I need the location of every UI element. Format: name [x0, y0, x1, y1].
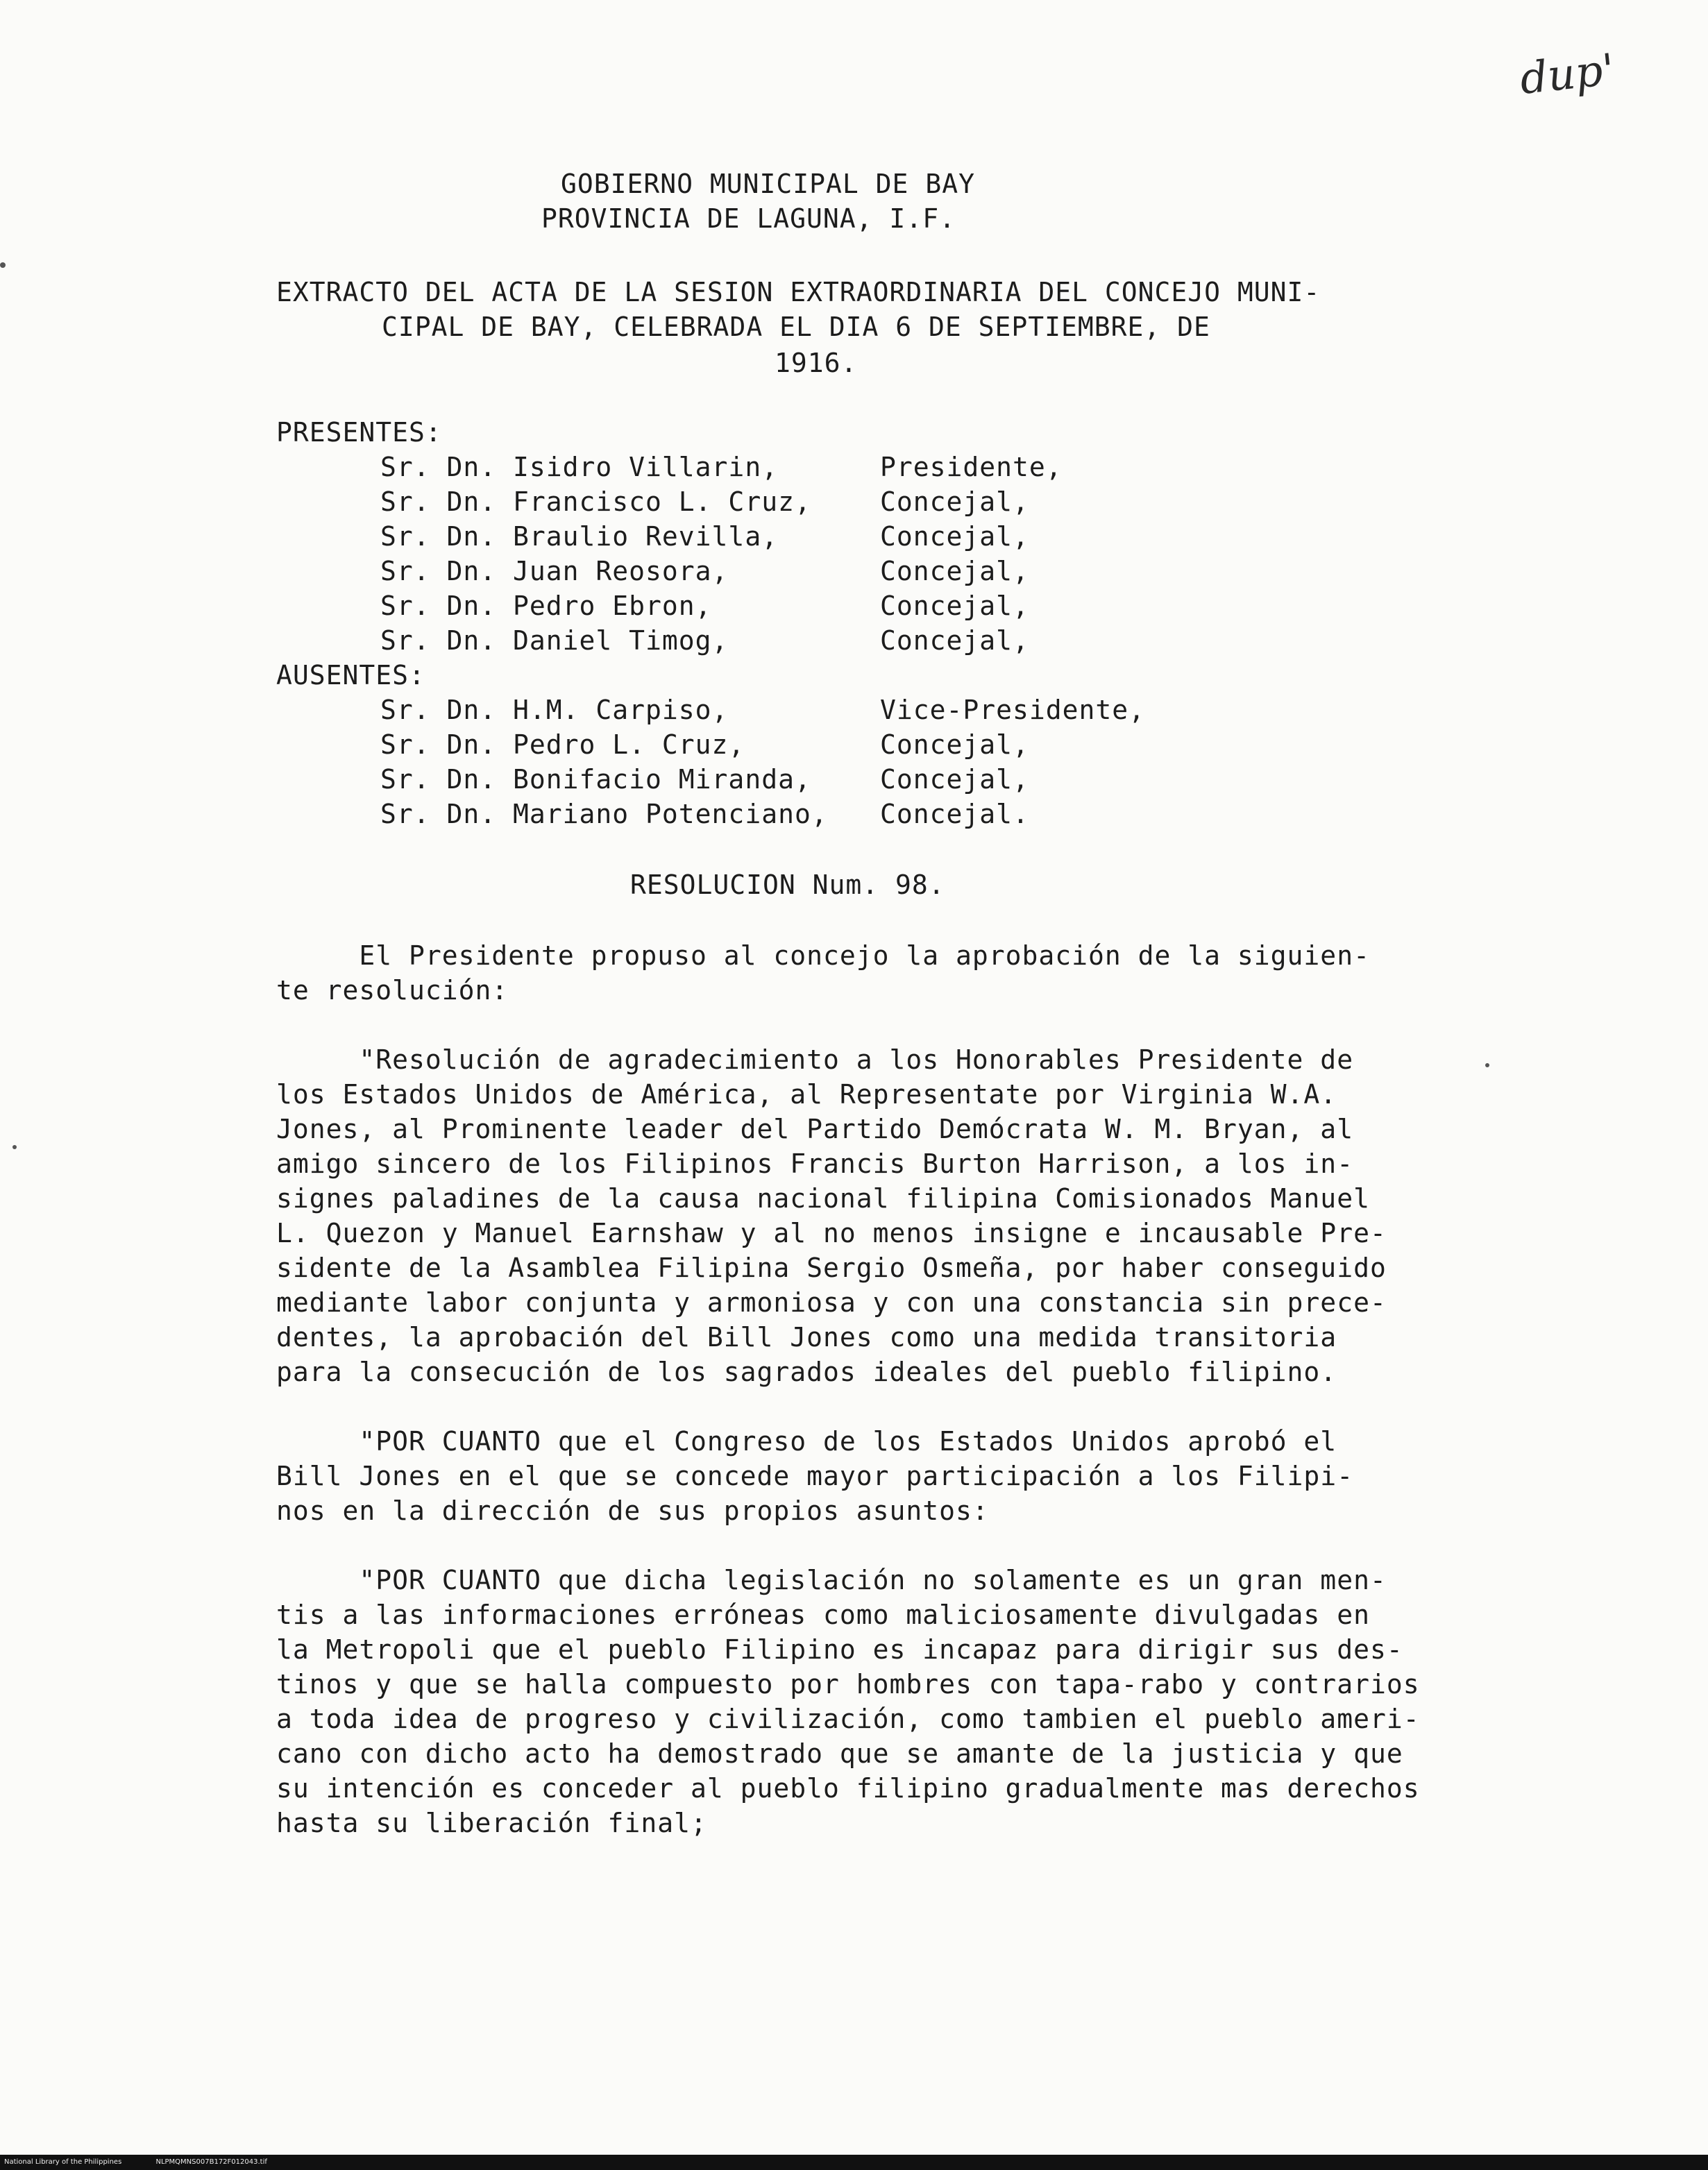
whereas-paragraph-line: a toda idea de progreso y civilización, como tambien el pueblo ameri- [276, 1704, 1420, 1734]
resolution-paragraph-line: dentes, la aprobación del Bill Jones como una medida transitoria [276, 1322, 1337, 1353]
whereas-paragraph-line: Bill Jones en el que se concede mayor participación a los Filipi- [276, 1461, 1354, 1491]
resolution-paragraph-line: signes paladines de la causa nacional filipina Comisionados Manuel [276, 1183, 1370, 1214]
resolution-paragraph-line: mediante labor conjunta y armoniosa y con una constancia sin prece- [276, 1287, 1387, 1318]
resolution-paragraph-line: para la consecución de los sagrados ideales del pueblo filipino. [276, 1357, 1337, 1387]
province-title: PROVINCIA DE LAGUNA, I.F. [541, 203, 956, 234]
scan-speck [1485, 1063, 1489, 1067]
attendee-name: Sr. Dn. Pedro Ebron, [380, 591, 712, 621]
whereas-paragraph-line: hasta su liberación final; [276, 1808, 707, 1838]
attendee-row [380, 484, 1029, 519]
presentes-heading: PRESENTES: [276, 417, 442, 448]
scan-speck [0, 262, 6, 268]
attendee-row [380, 519, 1029, 554]
extract-title-line-2: CIPAL DE BAY, CELEBRADA EL DIA 6 DE SEPTIEMBRE, DE [382, 312, 1210, 342]
absentee-row [380, 693, 1146, 727]
scan-footer [0, 2155, 1708, 2170]
whereas-paragraph-line: la Metropoli que el pueblo Filipino es incapaz para dirigir sus des- [276, 1634, 1403, 1665]
scan-filename: NLPMQMNS007B172F012043.tif [155, 2158, 267, 2166]
resolution-paragraph-line: "Resolución de agradecimiento a los Honorables Presidente de [276, 1044, 1354, 1075]
absentee-role: Concejal. [880, 799, 1029, 829]
whereas-paragraph-line: "POR CUANTO que dicha legislación no solamente es un gran men- [276, 1565, 1387, 1595]
absentee-role: Concejal, [880, 764, 1029, 795]
resolution-paragraph-line: los Estados Unidos de América, al Representate por Virginia W.A. [276, 1079, 1337, 1110]
whereas-paragraph-line: "POR CUANTO que el Congreso de los Estados Unidos aprobó el [276, 1426, 1337, 1457]
absentee-name: Sr. Dn. Mariano Potenciano, [380, 799, 828, 829]
attendee-role: Concejal, [880, 625, 1029, 656]
whereas-paragraph-line: cano con dicho acto ha demostrado que se amante de la justicia y que [276, 1738, 1403, 1769]
absentee-row [380, 797, 1029, 831]
attendee-role: Concejal, [880, 486, 1029, 517]
absentee-name: Sr. Dn. Bonifacio Miranda, [380, 764, 811, 795]
attendee-row [380, 588, 1029, 623]
scan-speck [12, 1145, 17, 1149]
attendee-row [380, 554, 1029, 588]
extract-title-line-1: EXTRACTO DEL ACTA DE LA SESION EXTRAORDINARIA DEL CONCEJO MUNI- [276, 277, 1321, 307]
intro-line: te resolución: [276, 975, 509, 1006]
whereas-paragraph-line: su intención es conceder al pueblo filipino gradualmente mas derechos [276, 1773, 1420, 1804]
absentee-name: Sr. Dn. Pedro L. Cruz, [380, 729, 745, 760]
library-credit: National Library of the Philippines [4, 2158, 122, 2166]
absentee-role: Vice-Presidente, [880, 695, 1146, 725]
resolution-paragraph-line: amigo sincero de los Filipinos Francis Burton Harrison, a los in- [276, 1148, 1354, 1179]
attendee-role: Concejal, [880, 556, 1029, 586]
attendee-name: Sr. Dn. Braulio Revilla, [380, 521, 779, 552]
handwritten-annotation: dup' [1517, 44, 1617, 104]
attendee-name: Sr. Dn. Daniel Timog, [380, 625, 729, 656]
attendee-name: Sr. Dn. Isidro Villarin, [380, 452, 779, 482]
whereas-paragraph-line: tis a las informaciones erróneas como maliciosamente divulgadas en [276, 1600, 1370, 1630]
attendee-row [380, 623, 1029, 658]
absentee-row [380, 762, 1029, 797]
resolution-paragraph-line: Jones, al Prominente leader del Partido Demócrata W. M. Bryan, al [276, 1114, 1354, 1144]
absentee-role: Concejal, [880, 729, 1029, 760]
attendee-role: Presidente, [880, 452, 1063, 482]
attendee-role: Concejal, [880, 521, 1029, 552]
municipality-title: GOBIERNO MUNICIPAL DE BAY [561, 169, 975, 199]
extract-title-line-3: 1916. [775, 348, 858, 378]
attendee-name: Sr. Dn. Francisco L. Cruz, [380, 486, 811, 517]
intro-line: El Presidente propuso al concejo la aprobación de la siguien- [276, 940, 1370, 971]
absentee-name: Sr. Dn. H.M. Carpiso, [380, 695, 729, 725]
resolution-paragraph-line: sidente de la Asamblea Filipina Sergio Osmeña, por haber conseguido [276, 1253, 1387, 1283]
ausentes-heading: AUSENTES: [276, 660, 425, 690]
attendee-role: Concejal, [880, 591, 1029, 621]
whereas-paragraph-line: tinos y que se halla compuesto por hombres con tapa-rabo y contrarios [276, 1669, 1420, 1699]
attendee-row [380, 450, 1063, 484]
resolution-paragraph-line: L. Quezon y Manuel Earnshaw y al no menos insigne e incausable Pre- [276, 1218, 1387, 1248]
attendee-name: Sr. Dn. Juan Reosora, [380, 556, 729, 586]
resolution-title: RESOLUCION Num. 98. [630, 870, 945, 900]
absentee-row [380, 727, 1029, 762]
whereas-paragraph-line: nos en la dirección de sus propios asuntos: [276, 1495, 989, 1526]
